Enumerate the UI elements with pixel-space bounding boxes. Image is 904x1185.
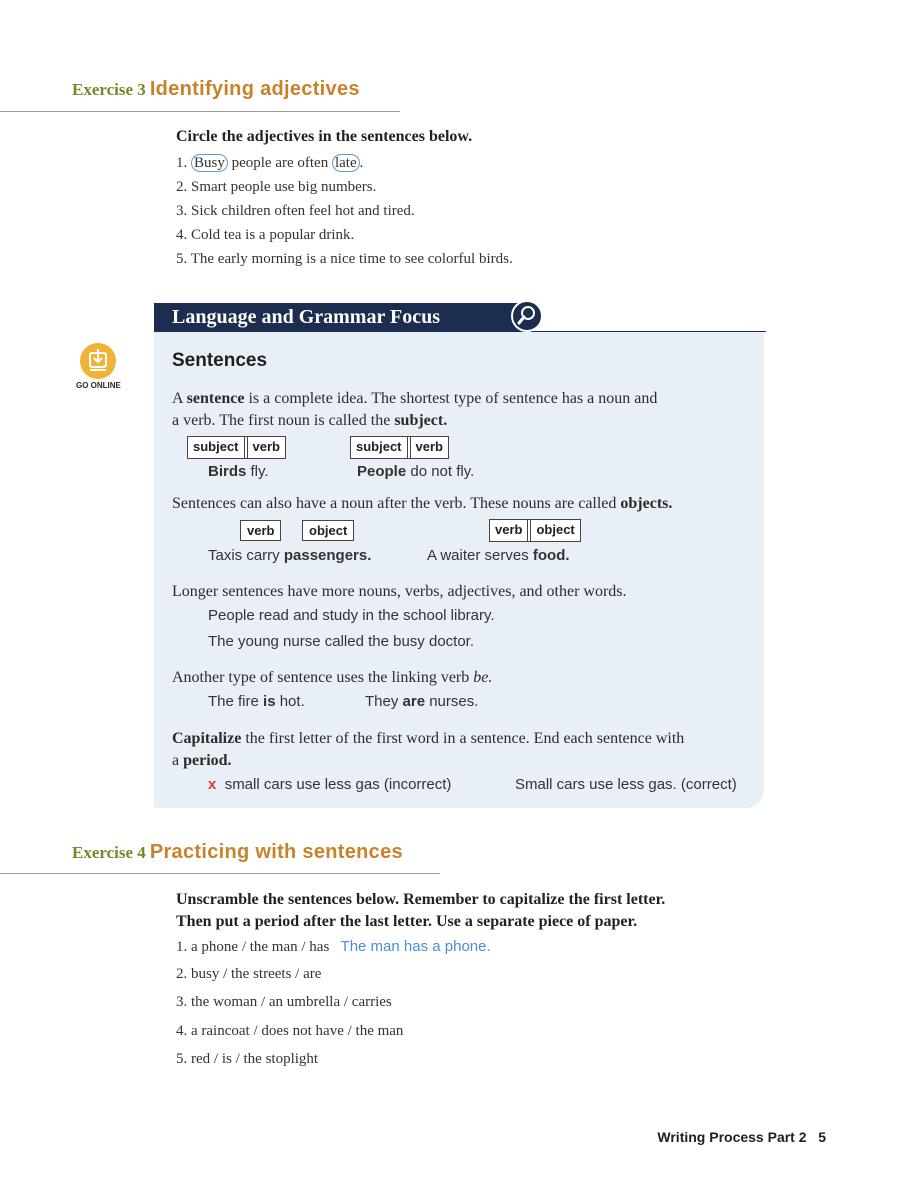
exercise-title: Practicing with sentences [149, 841, 403, 863]
magnifying-glass-icon [511, 300, 543, 332]
circled-word: Busy [191, 154, 228, 172]
download-icon[interactable] [80, 343, 116, 379]
text: Sentences can also have a noun after the verb. These nouns are called [172, 495, 621, 512]
list-item: 3. the woman / an umbrella / carries [176, 994, 392, 1010]
paragraph-longer: Longer sentences have more nouns, verbs, adjectives, and other words. [172, 583, 627, 600]
object-tag: object [302, 520, 354, 541]
example-sentence: People read and study in the school library. [208, 607, 495, 624]
example-sentence [208, 547, 371, 564]
bold-term: passengers. [283, 547, 372, 564]
text: nurses. [425, 693, 479, 710]
page-number: 5 [818, 1129, 826, 1145]
verb-tag: verb [410, 437, 448, 458]
item-text: people are often [227, 155, 332, 171]
item-text: . [359, 155, 364, 171]
list-item: 4. Cold tea is a popular drink. [176, 227, 355, 243]
item-number: 1. [176, 155, 188, 171]
list-item [176, 155, 363, 172]
exercise4-instruction [176, 889, 665, 933]
list-item: 5. red / is / the stoplight [176, 1051, 319, 1067]
list-item [176, 938, 491, 956]
object-tag: object [530, 520, 579, 541]
subject-verb-tags [187, 436, 286, 459]
list-item: 2. Smart people use big numbers. [176, 179, 377, 195]
bold-term: subject. [394, 412, 448, 429]
italic-term: be. [473, 669, 493, 686]
text: fly. [246, 463, 269, 480]
bold-term: food. [532, 547, 570, 564]
item-text: 1. a phone / the man / has [176, 939, 330, 955]
bold-term: People [357, 463, 407, 480]
list-item: 5. The early morning is a nice time to see colorful birds. [176, 251, 513, 267]
bold-term: objects. [620, 495, 673, 512]
verb-tag: verb [240, 520, 281, 541]
text: is a complete idea. The shortest type of sentence has a noun and [244, 390, 658, 407]
exercise-title: Identifying adjectives [149, 78, 360, 100]
verb-tag: verb [247, 437, 285, 458]
go-online-label[interactable]: GO ONLINE [76, 381, 121, 390]
bold-term: Capitalize [172, 730, 242, 747]
list-item: 4. a raincoat / does not have / the man [176, 1023, 404, 1039]
subject-verb-tags [350, 436, 449, 459]
text: do not fly. [406, 463, 475, 480]
exercise3-instruction: Circle the adjectives in the sentences below. [176, 128, 473, 145]
exercise-label: Exercise 3 [72, 80, 146, 99]
text: They [365, 693, 403, 710]
paragraph-objects [172, 493, 762, 515]
example-sentence [208, 693, 305, 710]
divider [524, 331, 766, 332]
divider [0, 111, 400, 112]
example-sentence: The young nurse called the busy doctor. [208, 633, 475, 650]
page-footer [657, 1129, 826, 1145]
divider [0, 873, 440, 874]
list-item: 3. Sick children often feel hot and tired. [176, 203, 415, 219]
subject-tag: subject [351, 437, 408, 458]
section-heading: Sentences [172, 350, 268, 371]
exercise3-header [72, 78, 360, 101]
grammar-banner-title: Language and Grammar Focus [172, 306, 440, 328]
bold-term: are [402, 693, 426, 710]
verb-tag: verb [490, 520, 528, 541]
list-item: 2. busy / the streets / are [176, 966, 322, 982]
text: hot. [275, 693, 305, 710]
text: a verb. The first noun is called the [172, 412, 395, 429]
bold-term: is [263, 693, 276, 710]
text: A [172, 390, 187, 407]
exercise-label: Exercise 4 [72, 843, 146, 862]
example-incorrect [208, 776, 451, 793]
paragraph-capitalize [172, 728, 752, 772]
bold-term: period. [183, 752, 232, 769]
paragraph-sentence [172, 388, 752, 432]
paragraph-linking [172, 667, 492, 689]
text: The fire [208, 693, 264, 710]
example-sentence [357, 463, 474, 480]
example-correct: Small cars use less gas. (correct) [515, 776, 737, 793]
bold-term: sentence [186, 390, 245, 407]
text: Taxis carry [208, 547, 284, 564]
subject-tag: subject [188, 437, 245, 458]
example-sentence [365, 693, 478, 710]
circled-word: late [332, 154, 360, 172]
x-mark-icon: x [208, 776, 217, 793]
example-sentence [427, 547, 570, 564]
text: the first letter of the first word in a sentence. End each sentence with [241, 730, 685, 747]
verb-object-tags [489, 519, 581, 542]
text: a [172, 752, 184, 769]
exercise4-header [72, 841, 403, 864]
footer-section: Writing Process Part 2 [657, 1129, 807, 1145]
bold-term: Birds [208, 463, 247, 480]
text: Then put a period after the last letter. Use a separate piece of paper. [176, 913, 638, 930]
text: A waiter serves [427, 547, 533, 564]
text: Unscramble the sentences below. Remember to capitalize the first letter. [176, 891, 666, 908]
example-sentence [208, 463, 269, 480]
text: Another type of sentence uses the linking verb [172, 669, 474, 686]
sample-answer: The man has a phone. [340, 938, 491, 955]
text: small cars use less gas (incorrect) [224, 776, 452, 793]
